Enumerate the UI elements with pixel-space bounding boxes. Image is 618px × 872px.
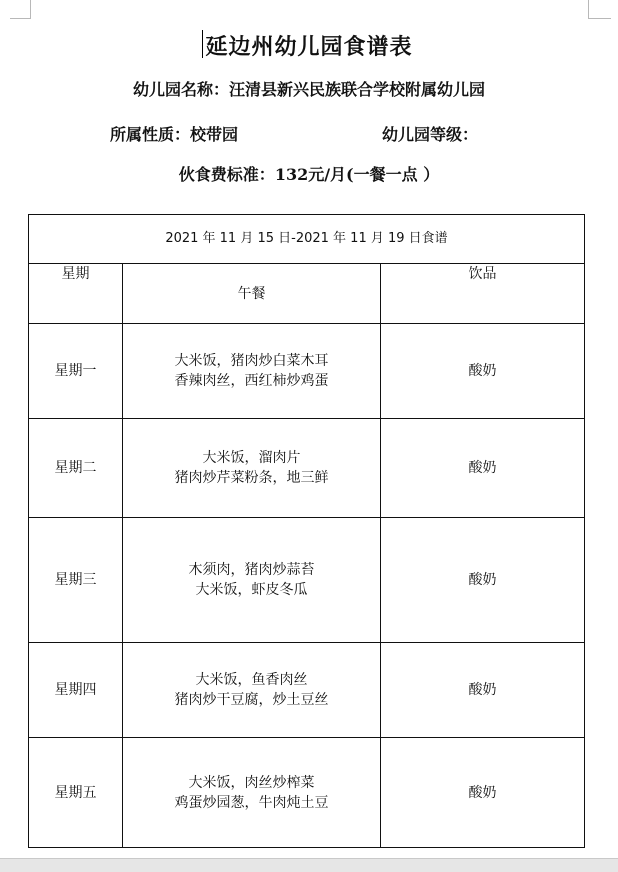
lunch-line: 大米饭，虾皮冬瓜 — [195, 582, 308, 598]
fee-value: 132元/月(一餐一点 ） — [274, 165, 440, 184]
date-range-cell: 2021 年 11 月 15 日-2021 年 11 月 19 日食谱 — [29, 215, 585, 264]
header-day: 星期 — [29, 264, 123, 324]
drink-cell: 酸奶 — [381, 419, 585, 518]
nature-label: 所属性质： — [110, 125, 191, 144]
nature-line — [110, 122, 238, 145]
text-cursor — [202, 30, 203, 58]
lunch-line: 猪肉炒干豆腐，炒土豆丝 — [174, 692, 329, 708]
horizontal-scrollbar[interactable] — [0, 858, 618, 872]
lunch-line: 大米饭，鱼香肉丝 — [195, 672, 308, 688]
lunch-cell — [123, 419, 381, 518]
lunch-line: 猪肉炒芹菜粉条，地三鲜 — [174, 470, 329, 486]
day-cell: 星期三 — [29, 518, 123, 643]
header-lunch: 午餐 — [123, 264, 381, 324]
table-header-row — [29, 264, 585, 324]
menu-table — [28, 214, 585, 848]
lunch-line: 大米饭，溜肉片 — [202, 450, 301, 466]
drink-cell: 酸奶 — [381, 518, 585, 643]
drink-cell: 酸奶 — [381, 324, 585, 419]
document-title: 延边州幼儿园食谱表 — [205, 35, 413, 60]
grade-label: 幼儿园等级： — [382, 125, 479, 144]
day-cell: 星期二 — [29, 419, 123, 518]
lunch-cell — [123, 643, 381, 738]
fee-line — [0, 162, 618, 185]
day-cell: 星期一 — [29, 324, 123, 419]
drink-cell: 酸奶 — [381, 738, 585, 848]
lunch-line: 香辣肉丝，西红柿炒鸡蛋 — [174, 373, 329, 389]
nature-value: 校带园 — [190, 125, 239, 144]
day-cell: 星期四 — [29, 643, 123, 738]
table-row — [29, 324, 585, 419]
kindergarten-name-label: 幼儿园名称： — [132, 80, 229, 99]
header-drink: 饮品 — [381, 264, 585, 324]
kindergarten-name-value: 汪清县新兴民族联合学校附属幼儿园 — [229, 80, 486, 99]
lunch-cell — [123, 324, 381, 419]
table-row — [29, 518, 585, 643]
table-row — [29, 738, 585, 848]
lunch-line: 木须肉，猪肉炒蒜苔 — [188, 562, 315, 578]
table-date-row — [29, 215, 585, 264]
page-corner-mark-left — [10, 0, 31, 19]
page-corner-mark-right — [588, 0, 611, 19]
lunch-line: 大米饭，肉丝炒榨菜 — [188, 774, 315, 791]
table-row — [29, 419, 585, 518]
drink-cell: 酸奶 — [381, 643, 585, 738]
lunch-line: 大米饭，猪肉炒白菜木耳 — [174, 353, 329, 369]
kindergarten-name-line — [0, 77, 618, 100]
day-cell: 星期五 — [29, 738, 123, 848]
lunch-cell — [123, 738, 381, 848]
lunch-cell — [123, 518, 381, 643]
table-row — [29, 643, 585, 738]
fee-label: 伙食费标准： — [178, 165, 275, 184]
lunch-line: 鸡蛋炒园葱，牛肉炖土豆 — [174, 794, 329, 811]
grade-line — [382, 122, 478, 145]
